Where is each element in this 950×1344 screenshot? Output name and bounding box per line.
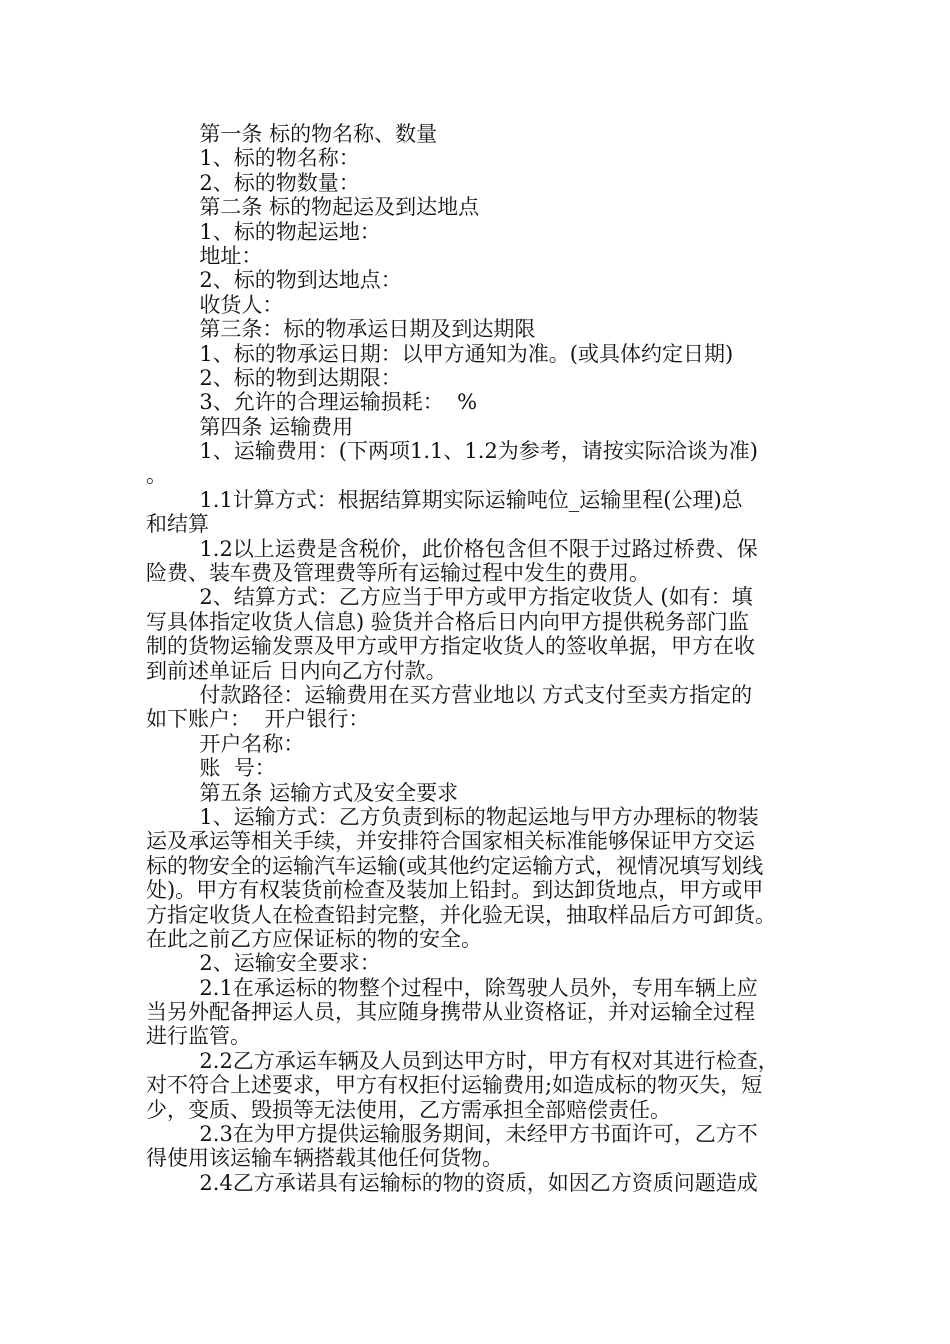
text-line: 2.1在承运标的物整个过程中，除驾驶人员外，专用车辆上应: [146, 975, 758, 1000]
text-line: 运及承运等相关手续，并安排符合国家相关标准能够保证甲方交运: [146, 829, 755, 854]
text-line: 方指定收货人在检查铅封完整，并化验无误，抽取样品后方可卸货。: [146, 902, 776, 927]
text-line: 2.2乙方承运车辆及人员到达甲方时，甲方有权对其进行检查，: [146, 1048, 779, 1073]
text-line: 在此之前乙方应保证标的物的安全。: [146, 926, 482, 951]
clause-1-heading: 第一条 标的物名称、数量: [146, 122, 438, 146]
text-line: 和结算: [146, 512, 209, 537]
clause-5-heading: 第五条 运输方式及安全要求: [146, 780, 459, 805]
text-line: 2.3在为甲方提供运输服务期间，未经甲方书面许可，乙方不: [146, 1122, 758, 1147]
text-line: 对不符合上述要求，甲方有权拒付运输费用;如造成标的物灭失，短: [146, 1073, 763, 1098]
text-line: 。: [146, 463, 167, 488]
text-line: 2、运输安全要求：: [146, 951, 381, 976]
text-line: 地址：: [146, 243, 263, 268]
text-line: 写具体指定收货人信息) 验货并合格后日内向甲方提供税务部门监: [146, 609, 749, 634]
text-line: 1、标的物起运地：: [146, 219, 381, 244]
text-line: 2、标的物到达地点：: [146, 268, 402, 293]
text-line: 1、运输方式：乙方负责到标的物起运地与甲方办理标的物装: [146, 804, 759, 829]
text-line: 收货人：: [146, 292, 284, 317]
text-line: 2、标的物数量：: [146, 170, 360, 195]
text-line: 账 号：: [146, 756, 276, 781]
text-line: 险费、装车费及管理费等所有运输过程中发生的费用。: [146, 561, 650, 586]
text-line: 2、标的物到达期限：: [146, 365, 402, 390]
clause-2-heading: 第二条 标的物起运及到达地点: [146, 195, 480, 220]
text-line: 3、允许的合理运输损耗： %: [146, 390, 478, 415]
text-line: 少，变质、毁损等无法使用，乙方需承担全部赔偿责任。: [146, 1097, 671, 1122]
text-line: 到前述单证后 日内向乙方付款。: [146, 658, 447, 683]
text-line: 2、结算方式：乙方应当于甲方或甲方指定收货人 (如有：填: [146, 585, 753, 610]
text-line: 开户名称：: [146, 731, 305, 756]
text-line: 1、运输费用：(下两项1.1、1.2为参考，请按实际洽谈为准): [146, 439, 758, 464]
text-line: 2.4乙方承诺具有运输标的物的资质，如因乙方资质问题造成: [146, 1170, 758, 1195]
text-line: 处)。甲方有权装货前检查及装加上铅封。到达卸货地点，甲方或甲: [146, 878, 764, 903]
text-line: 制的货物运输发票及甲方或甲方指定收货人的签收单据，甲方在收: [146, 634, 755, 659]
text-line: 1、标的物承运日期：以甲方通知为准。(或具体约定日期): [146, 341, 734, 366]
text-line: 当另外配备押运人员，其应随身携带从业资格证，并对运输全过程: [146, 1000, 755, 1025]
text-line: 1、标的物名称：: [146, 146, 360, 171]
text-line: 付款路径：运输费用在买方营业地以 方式支付至卖方指定的: [146, 682, 753, 707]
text-line: 如下账户： 开户银行：: [146, 707, 370, 732]
text-line: 得使用该运输车辆搭载其他任何货物。: [146, 1146, 503, 1171]
clause-3-heading: 第三条：标的物承运日期及到达期限: [146, 317, 536, 342]
text-line: 进行监管。: [146, 1024, 251, 1049]
contract-body: [146, 122, 812, 1195]
text-line: 1.1计算方式：根据结算期实际运输吨位_运输里程(公理)总: [146, 487, 743, 512]
text-line: 1.2以上运费是含税价，此价格包含但不限于过路过桥费、保: [146, 536, 758, 561]
text-line: 标的物安全的运输汽车运输(或其他约定运输方式，视情况填写划线: [146, 853, 764, 878]
clause-4-heading: 第四条 运输费用: [146, 414, 354, 439]
